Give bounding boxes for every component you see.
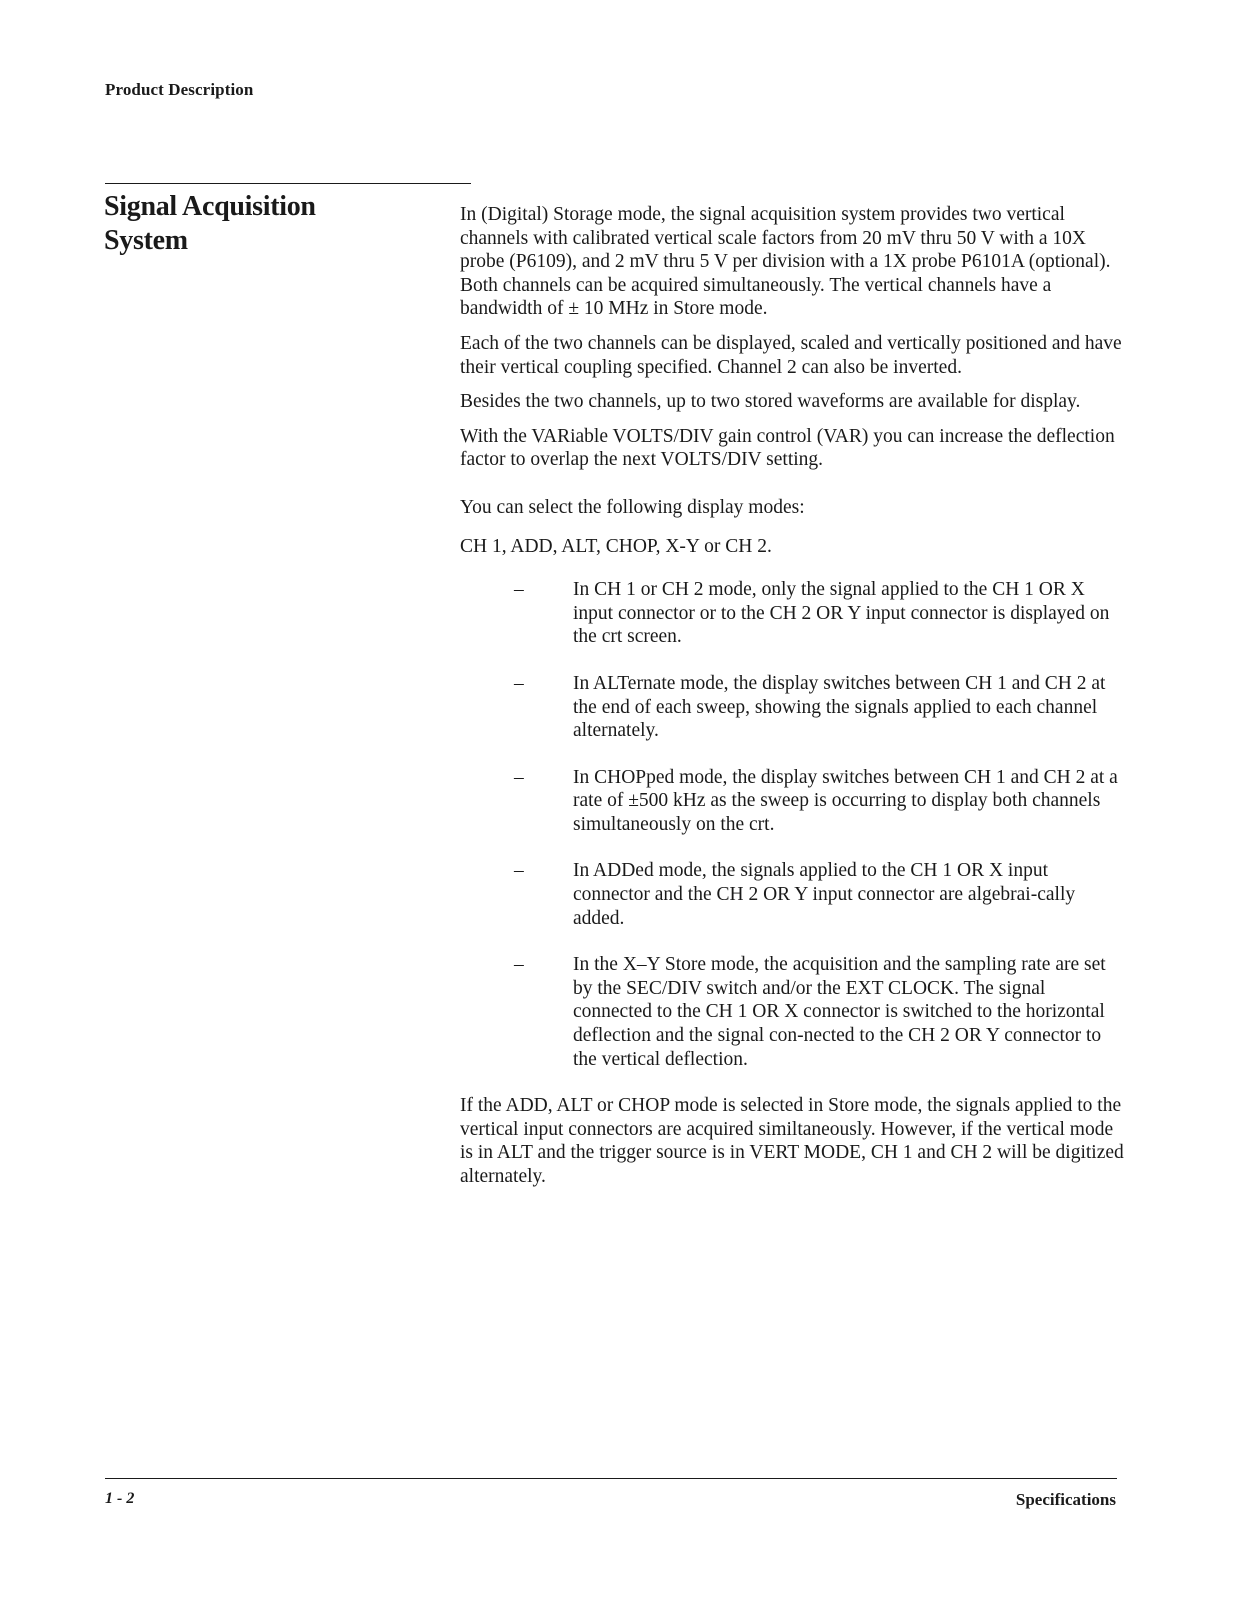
footer-title: Specifications xyxy=(1015,1490,1116,1509)
section-divider xyxy=(105,183,471,184)
paragraph-storage-mode: In (Digital) Storage mode, the signal acquisition system provides two vertical channels with calibrated vertical scale factors from 20 mV thru 50 V with a 10X probe (P6109), and 2 mV thru 5 V per division with a 1X probe P6101A (optional). Both channels can be acquired simultaneously. The vertical channels have a bandwidth of ± 10 MHz in Store mode. xyxy=(460,204,1111,320)
paragraph-stored-waveforms: Besides the two channels, up to two stored waveforms are available for display. xyxy=(460,391,1081,413)
list-item-text: In ADDed mode, the signals applied to the CH 1 OR X input connector and the CH 2 OR Y input connector are algebrai-cally added. xyxy=(573,860,1076,929)
list-dash: – xyxy=(514,766,524,788)
list-item-text: In ALTernate mode, the display switches between CH 1 and CH 2 at the end of each sweep, showing the signals applied to each channel alternately. xyxy=(573,672,1106,742)
list-dash: – xyxy=(514,954,524,976)
display-mode-list xyxy=(460,578,1125,1071)
list-item xyxy=(460,672,1125,743)
list-item xyxy=(460,578,1125,649)
paragraph-display-modes-list: CH 1, ADD, ALT, CHOP, X-Y or CH 2. xyxy=(460,535,772,557)
list-dash: – xyxy=(514,579,524,601)
paragraph-display-modes-intro: You can select the following display modes: xyxy=(460,496,805,518)
list-item-text: In the X–Y Store mode, the acquisition and the sampling rate are set by the SEC/DIV switch and/or the EXT CLOCK. The signal connected to the CH 1 OR X connector is switched to the horizontal deflection and the signal con-nected to the CH 2 OR Y connector to the vertical deflection. xyxy=(573,954,1106,1070)
paragraph-store-mode-acquisition: If the ADD, ALT or CHOP mode is selected in Store mode, the signals applied to the vertical input connectors are acquired similtaneously. However, if the vertical mode is in ALT and the trigger source is in VERT MODE, CH 1 and CH 2 will be digitized alternately. xyxy=(460,1095,1124,1187)
paragraph-var-control: With the VARiable VOLTS/DIV gain control (VAR) you can increase the deflection factor to overlap the next VOLTS/DIV setting. xyxy=(460,425,1115,471)
list-dash: – xyxy=(514,672,524,694)
list-item-text: In CHOPped mode, the display switches between CH 1 and CH 2 at a rate of ±500 kHz as the sweep is occurring to display both channels simultaneously on the crt. xyxy=(573,766,1118,835)
list-item xyxy=(460,953,1125,1071)
running-head: Product Description xyxy=(105,80,254,99)
body-column xyxy=(460,203,1125,1189)
section-title: Signal Acquisition System xyxy=(104,191,316,256)
paragraph-channels-display: Each of the two channels can be displayed, scaled and vertically positioned and have their vertical coupling specified. Channel 2 can also be inverted. xyxy=(460,332,1122,378)
list-item xyxy=(460,859,1125,930)
list-dash: – xyxy=(514,860,524,882)
footer-divider xyxy=(105,1478,1117,1479)
list-item-text: In CH 1 or CH 2 mode, only the signal applied to the CH 1 OR X input connector or to the CH 2 OR Y input connector is displayed on the crt screen. xyxy=(573,579,1110,648)
list-item xyxy=(460,766,1125,837)
page-number: 1 - 2 xyxy=(105,1490,135,1507)
